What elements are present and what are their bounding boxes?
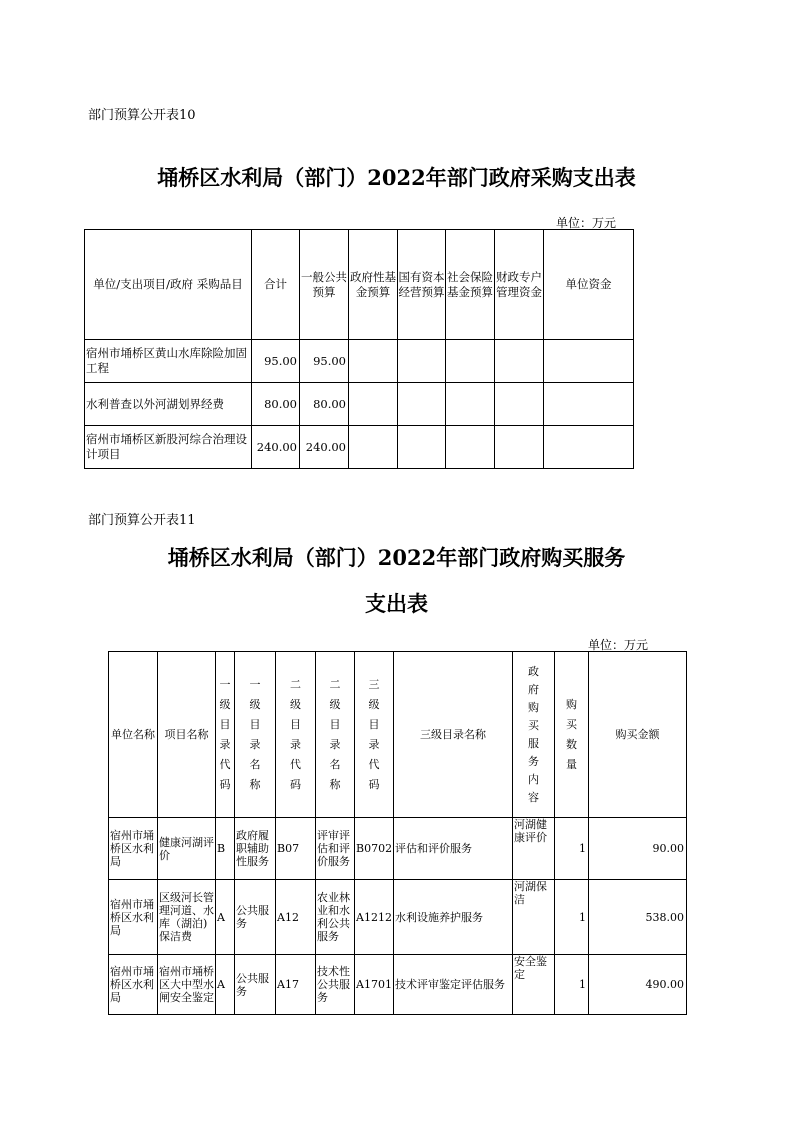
row-amount: 90.00 [589, 818, 687, 880]
header-level2-name: 二级目录名称 [316, 652, 355, 818]
row-quantity: 1 [555, 955, 589, 1015]
header-level1-name: 一级目录名称 [235, 652, 276, 818]
row-level1-code: A [216, 880, 235, 955]
row-amount: 538.00 [589, 880, 687, 955]
section2-title-line2: 支出表 [365, 591, 428, 616]
header-unit-funds: 单位资金 [544, 230, 634, 340]
header-level3-code: 三级目录代码 [355, 652, 394, 818]
table-header-row [85, 230, 634, 340]
header-item: 单位/支出项目/政府 采购品目 [85, 230, 252, 340]
row-level1-name: 政府履职辅助性服务 [235, 818, 276, 880]
row-quantity: 1 [555, 880, 589, 955]
row-name: 宿州市埇桥区黄山水库除险加固工程 [85, 340, 252, 383]
row-level2-name: 评审评估和评价服务 [316, 818, 355, 880]
row-total: 240.00 [252, 426, 300, 469]
header-general-budget: 一般公共预算 [300, 230, 349, 340]
row-level2-code: B07 [276, 818, 316, 880]
row-level1-name: 公共服务 [235, 955, 276, 1015]
row-level3-name: 评估和评价服务 [394, 818, 513, 880]
header-state-capital: 国有资本经营预算 [398, 230, 446, 340]
header-amount: 购买金额 [589, 652, 687, 818]
row-level2-code: A17 [276, 955, 316, 1015]
row-content: 安全鉴定 [513, 955, 555, 1015]
row-project: 区级河长管理河道、水库（湖泊)保洁费 [158, 880, 216, 955]
header-total: 合计 [252, 230, 300, 340]
section1-unit: 单位：万元 [556, 216, 617, 230]
row-unit: 宿州市埇桥区水利局 [109, 818, 158, 880]
row-level3-name: 技术评审鉴定评估服务 [394, 955, 513, 1015]
service-table [108, 651, 687, 1015]
row-content: 河湖保洁 [513, 880, 555, 955]
section1-title: 埇桥区水利局（部门）2022年部门政府采购支出表 [157, 165, 636, 190]
row-level2-name: 农业林业和水利公共服务 [316, 880, 355, 955]
table-row [109, 818, 687, 880]
section2-title-line1: 埇桥区水利局（部门）2022年部门政府购买服务 [167, 545, 626, 570]
row-general: 80.00 [300, 383, 349, 426]
row-quantity: 1 [555, 818, 589, 880]
section1-label: 部门预算公开表10 [88, 108, 196, 123]
row-unit: 宿州市埇桥区水利局 [109, 880, 158, 955]
row-content: 河湖健康评价 [513, 818, 555, 880]
row-level3-name: 水利设施养护服务 [394, 880, 513, 955]
row-project: 健康河湖评价 [158, 818, 216, 880]
section2-unit: 单位：万元 [588, 638, 649, 652]
row-level3-code: B0702 [355, 818, 394, 880]
header-project-name: 项目名称 [158, 652, 216, 818]
row-amount: 490.00 [589, 955, 687, 1015]
table-row [109, 955, 687, 1015]
table-header-row [109, 652, 687, 818]
row-unit: 宿州市埇桥区水利局 [109, 955, 158, 1015]
header-level2-code: 二级目录代码 [276, 652, 316, 818]
header-special-account: 财政专户管理资金 [495, 230, 544, 340]
row-name: 宿州市埇桥区新股河综合治理设计项目 [85, 426, 252, 469]
row-name: 水利普查以外河湖划界经费 [85, 383, 252, 426]
row-level1-code: B [216, 818, 235, 880]
row-general: 95.00 [300, 340, 349, 383]
row-project: 宿州市埇桥区大中型水闸安全鉴定 [158, 955, 216, 1015]
row-level2-code: A12 [276, 880, 316, 955]
table-row [109, 880, 687, 955]
row-level1-code: A [216, 955, 235, 1015]
header-service-content: 政府购买服务内容 [513, 652, 555, 818]
row-total: 95.00 [252, 340, 300, 383]
row-level2-name: 技术性公共服务 [316, 955, 355, 1015]
row-total: 80.00 [252, 383, 300, 426]
header-fund-budget: 政府性基金预算 [349, 230, 398, 340]
header-level1-code: 一级目录代码 [216, 652, 235, 818]
procurement-table [84, 229, 634, 469]
row-level3-code: A1212 [355, 880, 394, 955]
header-unit-name: 单位名称 [109, 652, 158, 818]
table-row [85, 383, 634, 426]
row-general: 240.00 [300, 426, 349, 469]
section2-label: 部门预算公开表11 [88, 513, 196, 528]
row-level3-code: A1701 [355, 955, 394, 1015]
table-row [85, 426, 634, 469]
header-social-insurance: 社会保险基金预算 [446, 230, 495, 340]
header-quantity: 购买数量 [555, 652, 589, 818]
header-level3-name: 三级目录名称 [394, 652, 513, 818]
row-level1-name: 公共服务 [235, 880, 276, 955]
table-row [85, 340, 634, 383]
